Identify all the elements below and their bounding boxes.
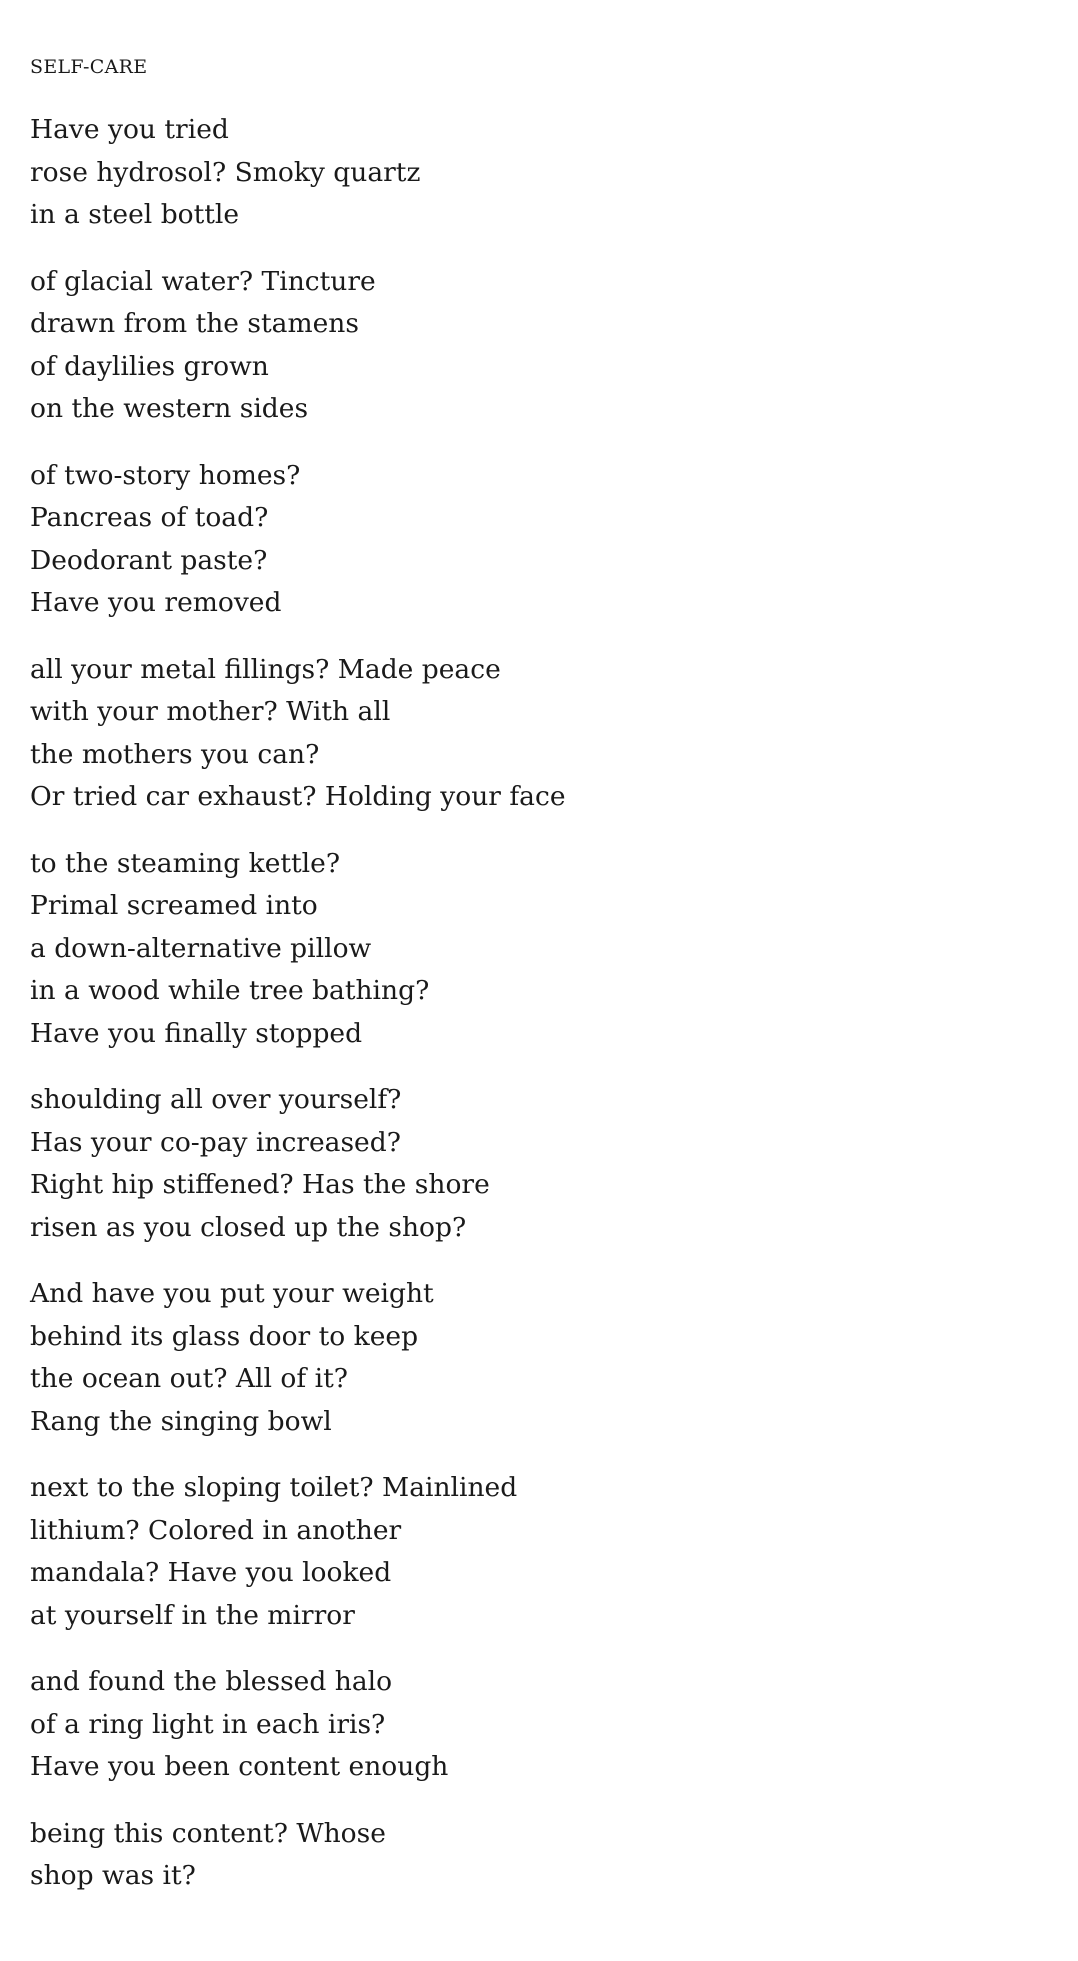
poem-line: Have you tried [30,114,229,145]
poem-line: with your mother? With all [30,696,391,727]
stanza [30,1079,1030,1249]
poem-line: of a ring light in each iris? [30,1708,386,1740]
poem-line: Deodorant paste? [30,544,268,576]
poem-line: Rang the singing bowl [30,1405,332,1437]
poem-line: drawn from the stamens [30,308,359,339]
poem-line: Pancreas of toad? [30,502,269,533]
poem-line: lithium? Colored in another [30,1514,402,1546]
poem-line: Have you removed [30,587,282,618]
poem-line: in a wood while tree bathing? [30,975,430,1006]
poem-line: shop was it? [30,1860,196,1891]
poem-line: of two-story homes? [30,459,301,491]
poem-line: to the steaming kettle? [30,847,341,879]
poem-title: SELF-CARE [30,56,148,78]
poem-line: rose hydrosol? Smoky quartz [30,156,421,188]
poem-line: next to the sloping toilet? Mainlined [30,1472,518,1503]
stanza [30,1661,1030,1789]
poem-line: shoulding all over yourself? [30,1084,402,1115]
poem-line: risen as you closed up the shop? [30,1211,467,1243]
poem-line: being this content? Whose [30,1817,386,1849]
poem-line: Have you been content enough [30,1751,449,1782]
poem-line: Have you finally stopped [30,1017,363,1049]
stanza [30,261,1030,431]
poem-line: in a steel bottle [30,199,240,230]
stanza [30,1273,1030,1443]
poem-line: a down-alternative pillow [30,932,372,964]
poem-line: Or tried car exhaust? Holding your face [30,781,566,812]
poem-line: on the western sides [30,393,309,424]
poem-line: of glacial water? Tincture [30,265,376,297]
stanza [30,1813,1030,1898]
poem-line: Right hip stiffened? Has the shore [30,1169,490,1200]
stanza [30,455,1030,625]
poem-line: behind its glass door to keep [30,1320,419,1352]
poem-line: all your metal fillings? Made peace [30,653,501,685]
stanza [30,843,1030,1056]
stanza [30,109,1030,237]
poem-line: Has your co-pay increased? [30,1126,401,1158]
poem-line: of daylilies grown [30,350,269,382]
poem-line: mandala? Have you looked [30,1557,392,1588]
poem-line: And have you put your weight [30,1278,434,1309]
poem-line: Primal screamed into [30,890,318,921]
poem-line: at yourself in the mirror [30,1599,355,1631]
poem-line: the ocean out? All of it? [30,1363,348,1394]
poem-page [30,55,1030,1922]
stanza [30,1467,1030,1637]
stanza [30,649,1030,819]
poem-line: the mothers you can? [30,738,320,770]
poem-line: and found the blessed halo [30,1666,393,1697]
